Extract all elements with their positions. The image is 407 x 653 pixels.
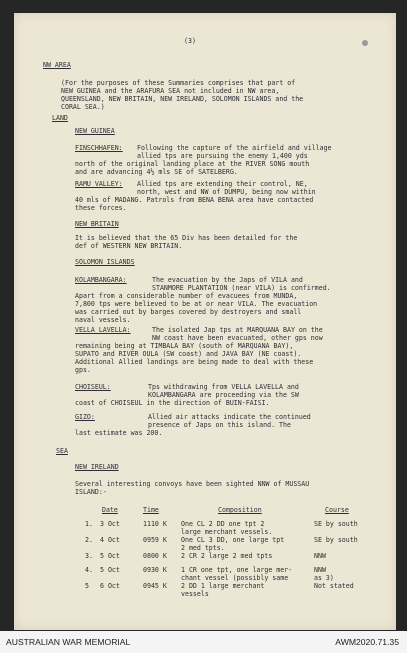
table-cell-course: as 3) xyxy=(314,574,334,582)
table-cell-time: 0930 K xyxy=(143,566,167,574)
new-britain-text: def of WESTERN NEW BRITAIN. xyxy=(75,242,183,250)
table-cell-num: 2. xyxy=(85,536,93,544)
table-cell-comp: One CL 3 DD, one large tpt xyxy=(181,536,285,544)
choiseul-text: coast of CHOISEUL in the direction of BUIN-FAISI. xyxy=(75,399,270,407)
vella-lavella-text: remaining being at TIMBALA BAY (south of MARQUANA BAY), xyxy=(75,342,294,350)
table-cell-date: 3 Oct xyxy=(100,520,120,528)
table-cell-num: 5 xyxy=(85,582,89,590)
kolombangara-text: The evacuation by the Japs of VILA and xyxy=(152,276,303,284)
vella-lavella-text: NW coast have been evacuated, other gps now xyxy=(152,334,323,342)
gizo-text: last estimate was 200. xyxy=(75,429,163,437)
table-cell-date: 5 Oct xyxy=(100,552,120,560)
ramu-valley-text: these forces. xyxy=(75,204,127,212)
table-cell-date: 4 Oct xyxy=(100,536,120,544)
new-ireland-text: Several interesting convoys have been sighted NNW of MUSSAU xyxy=(75,480,310,488)
kolombangara-label: KOLAMBANGARA: xyxy=(75,276,127,284)
vella-lavella-text: The isolated Jap tps at MARQUANA BAY on the xyxy=(152,326,323,334)
table-cell-comp: 2 CR 2 large 2 med tpts xyxy=(181,552,273,560)
document-page xyxy=(14,13,396,630)
gizo-text: Allied air attacks indicate the continued xyxy=(148,413,311,421)
gizo-label: GIZO: xyxy=(75,413,95,421)
finschhafen-text: Following the capture of the airfield and village xyxy=(137,144,332,152)
finschhafen-text: north of the original landing place at the RIVER SONG mouth xyxy=(75,160,310,168)
table-cell-date: 6 Oct xyxy=(100,582,120,590)
table-cell-course: SE by south xyxy=(314,536,358,544)
solomon-islands-heading: SOLOMON ISLANDS xyxy=(75,258,135,266)
punch-hole xyxy=(362,40,368,46)
nw-area-text: QUEENSLAND, NEW BRITAIN, NEW IRELAND, SOLOMON ISLANDS and the xyxy=(61,95,304,103)
new-britain-heading: NEW BRITAIN xyxy=(75,220,119,228)
table-cell-course: NNW xyxy=(314,566,326,574)
table-cell-comp: vessels xyxy=(181,590,209,598)
table-cell-comp: 1 CR one tpt, one large mer- xyxy=(181,566,293,574)
nw-area-text: NEW GUINEA and the ARAFURA SEA not included in NW area, xyxy=(61,87,280,95)
finschhafen-text: and are advancing 4½ mls SE of SATELBERG. xyxy=(75,168,238,176)
table-header-time: Time xyxy=(143,506,159,514)
kolombangara-text: naval vessels. xyxy=(75,316,131,324)
new-britain-text: It is believed that the 65 Div has been detailed for the xyxy=(75,234,298,242)
table-cell-comp: large merchant vessels. xyxy=(181,528,273,536)
table-header-composition: Composition xyxy=(218,506,262,514)
ramu-valley-text: north, west and NW of DUMPU, being now within xyxy=(137,188,316,196)
kolombangara-text: 7,800 tps were believed to be at or near VILA. The evacuation xyxy=(75,300,318,308)
table-cell-date: 5 Oct xyxy=(100,566,120,574)
finschhafen-text: allied tps are pursuing the enemy 1,400 yds xyxy=(137,152,308,160)
table-cell-course: Not stated xyxy=(314,582,354,590)
new-guinea-heading: NEW GUINEA xyxy=(75,127,115,135)
vella-lavella-text: Additional Allied landings are being made to deal with these xyxy=(75,358,314,366)
choiseul-text: KOLAMBANGARA are proceeding via the SW xyxy=(148,391,299,399)
finschhafen-label: FINSCHHAFEN: xyxy=(75,144,123,152)
footer-left: AUSTRALIAN WAR MEMORIAL xyxy=(6,637,131,647)
table-cell-course: NNW xyxy=(314,552,326,560)
table-cell-comp: One CL 2 DD one tpt 2 xyxy=(181,520,265,528)
nw-area-heading: NW AREA xyxy=(43,61,71,69)
footer-right: AWM2020.71.35 xyxy=(335,637,399,647)
new-ireland-text: ISLAND:- xyxy=(75,488,107,496)
choiseul-label: CHOISEUL: xyxy=(75,383,111,391)
table-header-date: Date xyxy=(102,506,118,514)
table-cell-time: 1110 K xyxy=(143,520,167,528)
footer-bar xyxy=(0,631,407,653)
kolombangara-text: Apart from a considerable number of evacuees from MUNDA, xyxy=(75,292,298,300)
gizo-text: presence of Japs on this island. The xyxy=(148,421,291,429)
ramu-valley-text: 40 mls of MADANG. Patrols from BENA BENA area have contacted xyxy=(75,196,314,204)
choiseul-text: Tps withdrawing from VELLA LAVELLA and xyxy=(148,383,299,391)
nw-area-text: (For the purposes of these Summaries comprises that part of xyxy=(61,79,296,87)
table-cell-time: 0959 K xyxy=(143,536,167,544)
table-cell-num: 4. xyxy=(85,566,93,574)
ramu-valley-text: Allied tps are extending their control, NE, xyxy=(137,180,308,188)
table-cell-time: 0945 K xyxy=(143,582,167,590)
table-cell-num: 3. xyxy=(85,552,93,560)
ramu-valley-label: RAMU VALLEY: xyxy=(75,180,123,188)
vella-lavella-label: VELLA LAVELLA: xyxy=(75,326,131,334)
table-header-course: Course xyxy=(325,506,349,514)
kolombangara-text: STANMORE PLANTATION (near VILA) is confirmed. xyxy=(152,284,331,292)
sea-heading: SEA xyxy=(56,447,68,455)
new-ireland-heading: NEW IRELAND xyxy=(75,463,119,471)
kolombangara-text: was carried out by barges covered by destroyers and small xyxy=(75,308,302,316)
table-cell-course: SE by south xyxy=(314,520,358,528)
nw-area-text: CORAL SEA.) xyxy=(61,103,105,111)
table-cell-comp: 2 DD 1 large merchant xyxy=(181,582,265,590)
vella-lavella-text: gps. xyxy=(75,366,91,374)
table-cell-comp: chant vessel (possibly same xyxy=(181,574,289,582)
land-heading: LAND xyxy=(52,114,68,122)
table-cell-comp: 2 med tpts. xyxy=(181,544,225,552)
vella-lavella-text: SUPATO and RIVER OULA (SW coast) and JAVA BAY (NE coast). xyxy=(75,350,302,358)
table-cell-num: 1. xyxy=(85,520,93,528)
table-cell-time: 0800 K xyxy=(143,552,167,560)
page-number: (3) xyxy=(184,37,196,45)
